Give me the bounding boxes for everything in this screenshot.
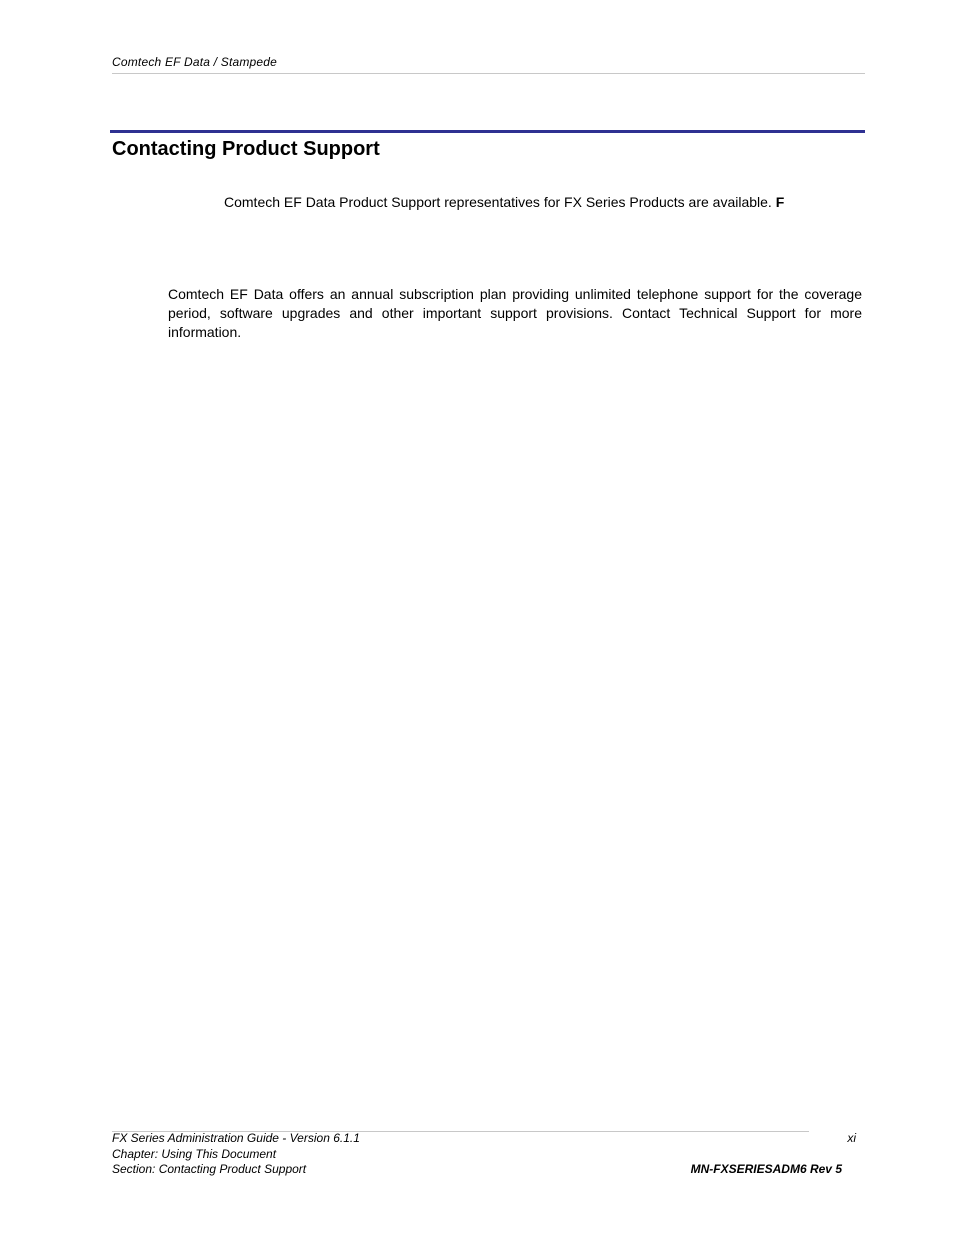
header-text: Comtech EF Data / Stampede [112, 55, 278, 69]
section-title: Contacting Product Support [112, 138, 380, 160]
page-number: xi [847, 1131, 856, 1145]
subscription-paragraph: Comtech EF Data offers an annual subscription plan providing unlimited telephone support for the coverage period, software upgrades and other important support provisions. Contact Technical Support for more information. [168, 286, 862, 340]
availability-line [224, 193, 784, 211]
footer-info [112, 1131, 360, 1178]
section-divider [110, 130, 865, 133]
document-id: MN-FXSERIESADM6 Rev 5 [690, 1162, 842, 1176]
availability-text: Comtech EF Data Product Support representatives for FX Series Products are available. [224, 194, 772, 210]
footer-section: Section: Contacting Product Support [112, 1162, 307, 1176]
page-header [112, 55, 865, 74]
footer-guide-title: FX Series Administration Guide - Version 6.1.1 [112, 1131, 360, 1145]
footer-chapter: Chapter: Using This Document [112, 1146, 277, 1161]
availability-bold-fragment: F [775, 194, 785, 210]
